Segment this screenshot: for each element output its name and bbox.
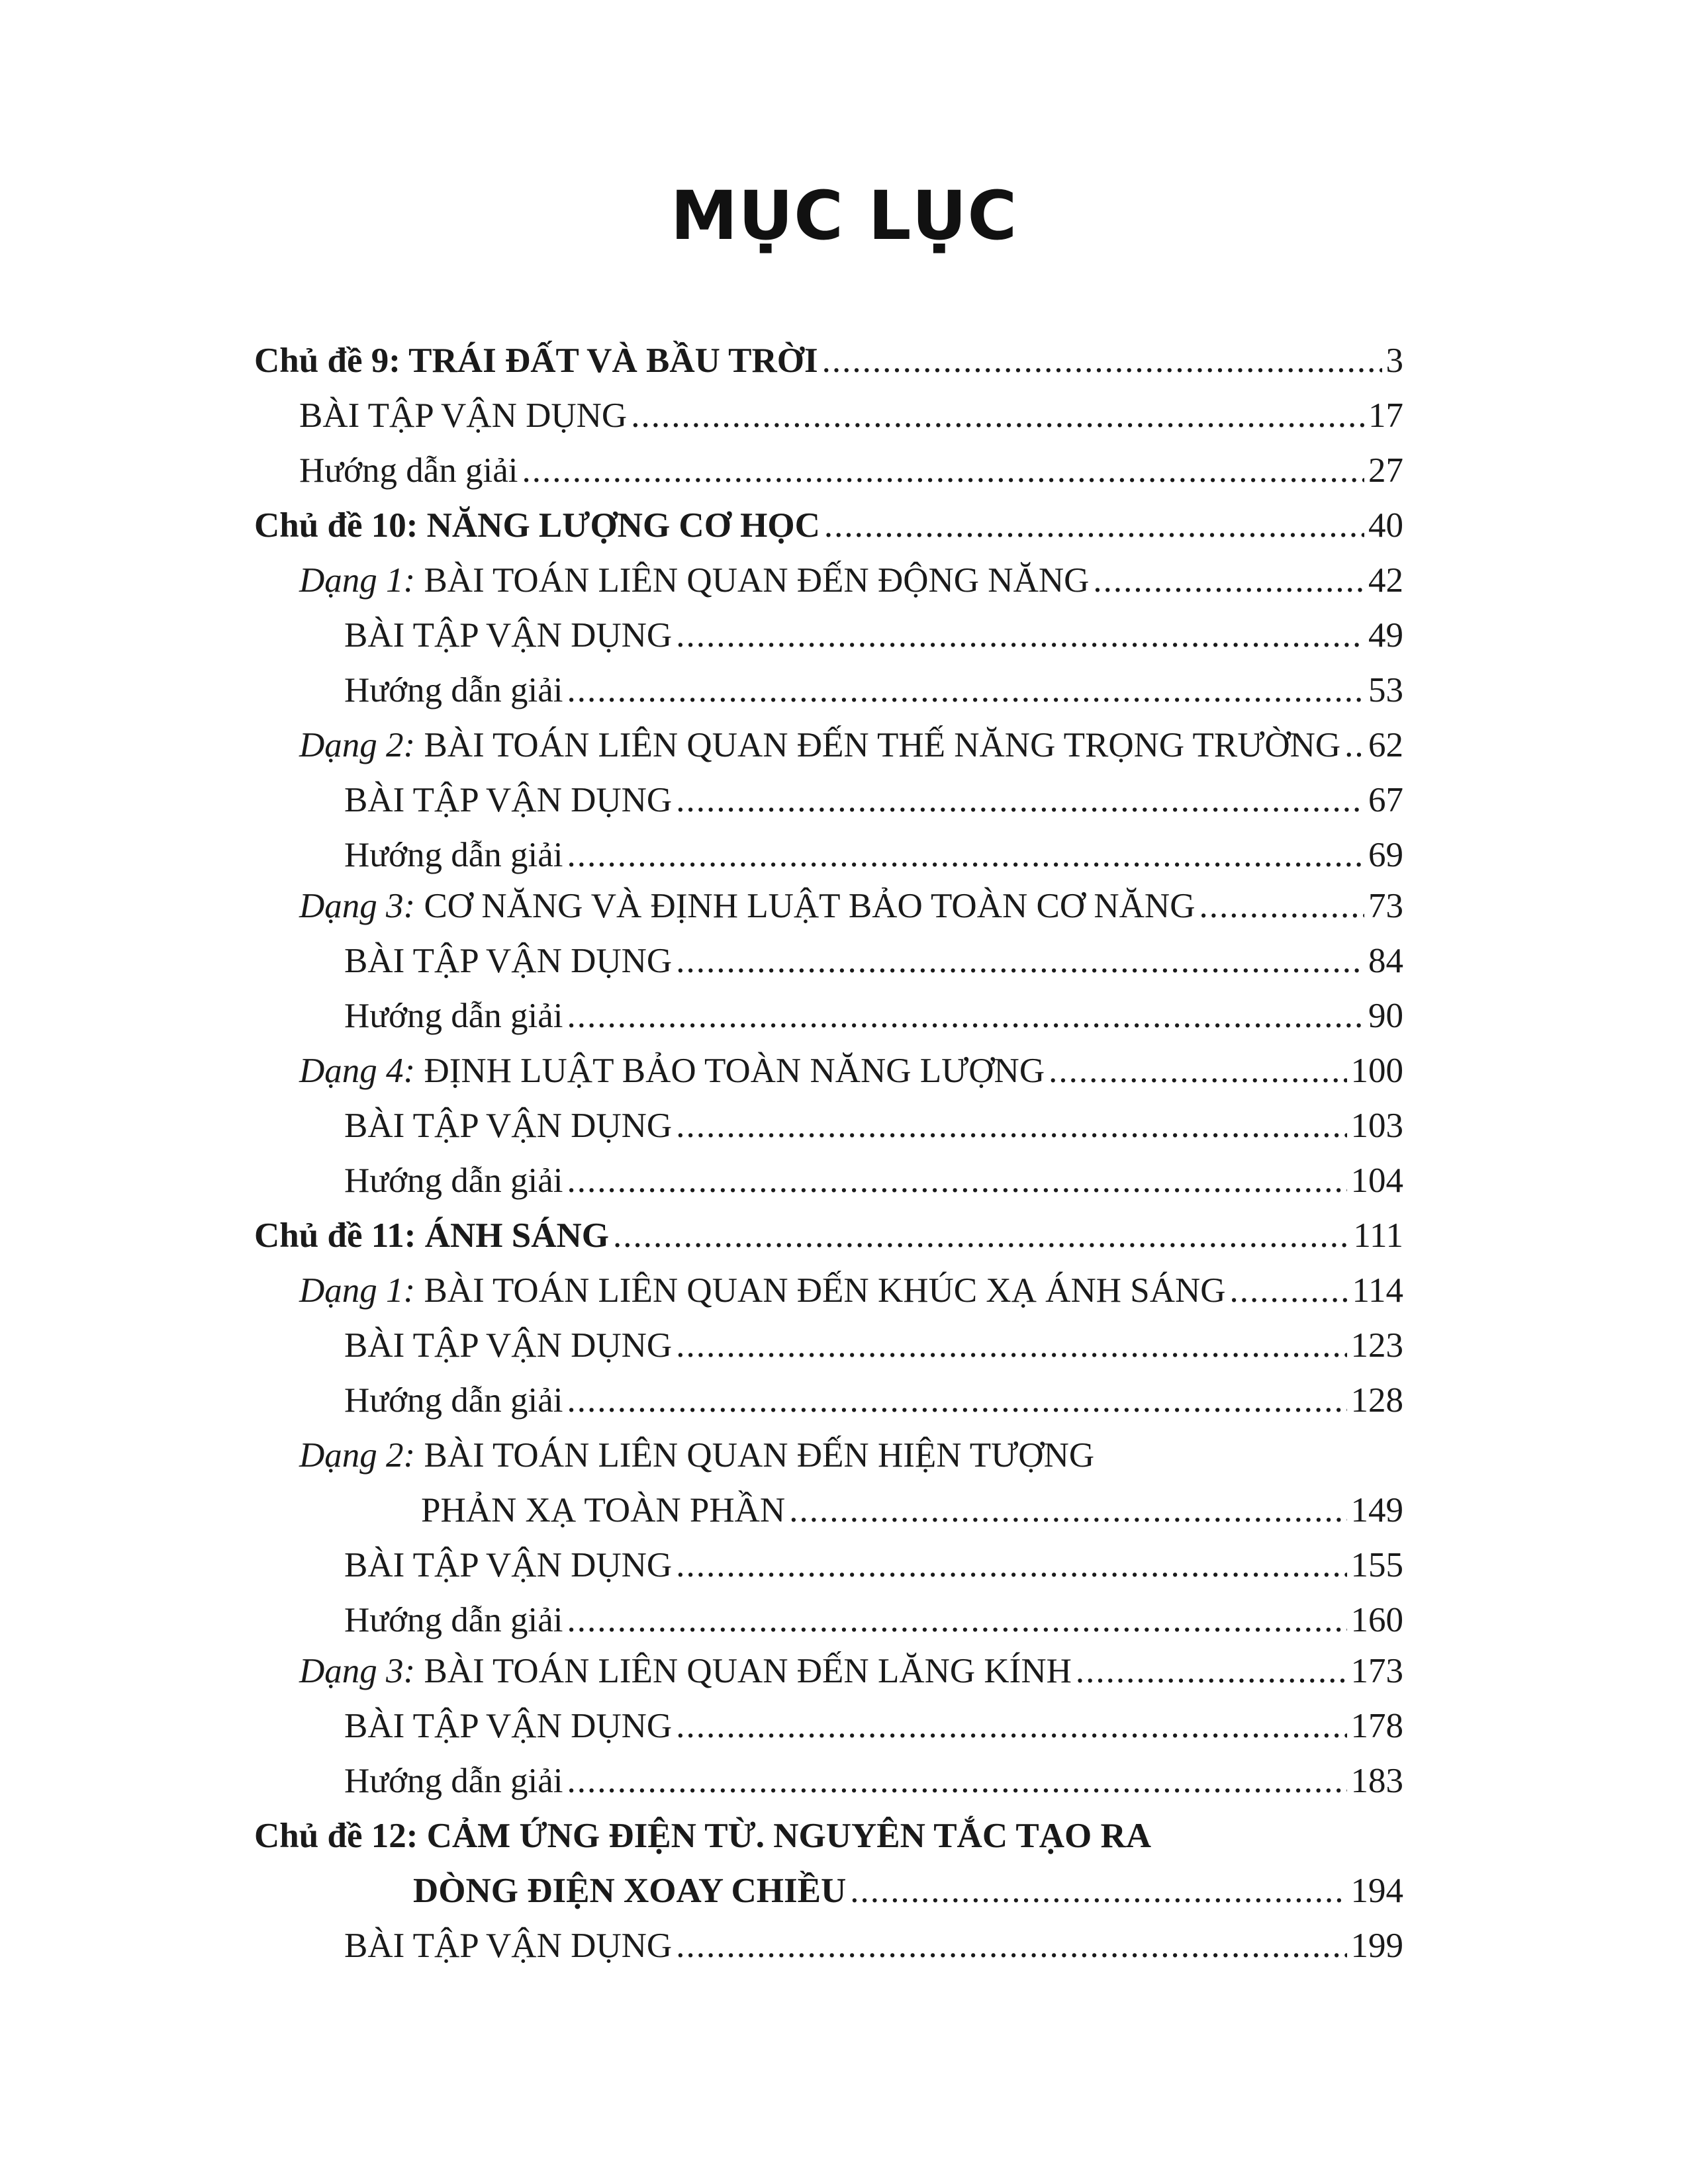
dot-leader [676,938,1364,984]
dang-prefix: Dạng 1: [299,1271,416,1310]
toc-page-number: 40 [1368,506,1403,545]
toc-entry[interactable] [344,1158,1403,1204]
toc-entry[interactable] [344,1377,1403,1424]
toc-page-number: 123 [1350,1326,1403,1365]
toc-entry-label: BÀI TOÁN LIÊN QUAN ĐẾN HIỆN TƯỢNG [424,1436,1095,1475]
toc-page-number: 128 [1350,1381,1403,1420]
dot-leader [567,832,1364,878]
toc-entry-label: BÀI TOÁN LIÊN QUAN ĐẾN THẾ NĂNG TRỌNG TRƯỜNG [424,726,1341,764]
toc-entry-label: BÀI TOÁN LIÊN QUAN ĐẾN KHÚC XẠ ÁNH SÁNG [424,1271,1226,1310]
toc-entry[interactable] [344,1542,1403,1588]
toc-page-number: 149 [1350,1491,1403,1529]
toc-page-number: 104 [1350,1161,1403,1200]
dot-leader [676,1542,1346,1588]
toc-page-number: 173 [1350,1652,1403,1690]
toc-entry[interactable] [344,1597,1403,1643]
toc-page-number: 73 [1368,887,1403,925]
toc-page-number: 199 [1350,1927,1403,1965]
dot-leader [613,1212,1349,1259]
toc-entry[interactable] [344,1103,1403,1149]
toc-entry-label: Hướng dẫn giải [344,1762,563,1800]
dot-leader [1199,883,1364,929]
dot-leader [824,502,1364,549]
toc-entry-chapter-11[interactable] [254,1212,1403,1259]
dot-leader [567,1758,1347,1804]
toc-entry-label: BÀI TẬP VẬN DỤNG [344,942,673,980]
toc-entry-dang[interactable] [299,883,1403,929]
dang-prefix: Dạng 2: [299,726,416,764]
toc-page-number: 178 [1350,1707,1403,1745]
toc-entry-label: BÀI TẬP VẬN DỤNG [299,396,628,435]
dot-leader [676,777,1364,823]
dot-leader [1230,1267,1348,1314]
toc-page-number: 17 [1368,396,1403,435]
toc-entry[interactable] [299,447,1403,494]
toc-page-number: 103 [1350,1107,1403,1145]
dot-leader [1344,722,1364,768]
toc-entry-label: BÀI TOÁN LIÊN QUAN ĐẾN LĂNG KÍNH [424,1652,1072,1690]
toc-entry-label: ĐỊNH LUẬT BẢO TOÀN NĂNG LƯỢNG [424,1052,1045,1090]
toc-page-number: 49 [1368,616,1403,655]
toc-page-number: 67 [1368,781,1403,819]
dang-prefix: Dạng 1: [299,561,416,600]
dang-prefix: Dạng 2: [299,1436,416,1475]
toc-entry-dang[interactable] [299,1648,1403,1694]
toc-entry-label: BÀI TẬP VẬN DỤNG [344,1546,673,1584]
toc-entry-label: DÒNG ĐIỆN XOAY CHIỀU [413,1872,847,1910]
toc-entry-label: Hướng dẫn giải [344,1381,563,1420]
dot-leader [1093,557,1364,604]
toc-entry-label: BÀI TẬP VẬN DỤNG [344,1107,673,1145]
toc-entry-label: Hướng dẫn giải [299,451,518,490]
toc-entry-label: Hướng dẫn giải [344,997,563,1035]
page-title: MỤC LỤC [670,177,1018,255]
dot-leader [567,667,1364,713]
dot-leader [850,1868,1346,1914]
dot-leader [822,338,1382,384]
toc-entry[interactable] [344,667,1403,713]
toc-entry-label: Chủ đề 10: NĂNG LƯỢNG CƠ HỌC [254,506,820,545]
toc-entry-label: Chủ đề 11: ÁNH SÁNG [254,1216,609,1255]
toc-entry-label: BÀI TẬP VẬN DỤNG [344,616,673,655]
toc-page-number: 27 [1368,451,1403,490]
toc-entry-label: CƠ NĂNG VÀ ĐỊNH LUẬT BẢO TOÀN CƠ NĂNG [424,887,1196,925]
toc-entry-dang-continuation[interactable] [421,1487,1403,1533]
toc-entry-label: BÀI TẬP VẬN DỤNG [344,1326,673,1365]
dot-leader [567,1158,1347,1204]
toc-page-number: 42 [1368,561,1403,600]
toc-entry-dang-first-line[interactable] [299,1432,1094,1479]
toc-entry-chapter-12-first-line[interactable] [254,1813,1151,1859]
dot-leader [1076,1648,1347,1694]
toc-entry-label: BÀI TẬP VẬN DỤNG [344,1927,673,1965]
dot-leader [789,1487,1346,1533]
toc-entry[interactable] [344,832,1403,878]
toc-page-number: 53 [1368,671,1403,709]
toc-page-number: 114 [1352,1271,1403,1310]
dot-leader [676,1923,1346,1969]
toc-page-number: 194 [1350,1872,1403,1910]
toc-entry-label: BÀI TẬP VẬN DỤNG [344,781,673,819]
toc-page-number: 155 [1350,1546,1403,1584]
dot-leader [676,1703,1346,1749]
dot-leader [522,447,1364,494]
dot-leader [631,392,1364,439]
toc-page-number: 111 [1353,1216,1403,1255]
toc-entry[interactable] [299,392,1403,439]
dot-leader [567,1597,1347,1643]
toc-entry-label: Hướng dẫn giải [344,836,563,874]
toc-entry-dang[interactable] [299,1048,1403,1094]
toc-entry-label: Hướng dẫn giải [344,671,563,709]
dang-prefix: Dạng 4: [299,1052,416,1090]
toc-page-number: 183 [1350,1762,1403,1800]
dang-prefix: Dạng 3: [299,1652,416,1690]
toc-entry-dang[interactable] [299,1267,1403,1314]
toc-page-number: 62 [1368,726,1403,764]
toc-entry-chapter-10[interactable] [254,502,1403,549]
toc-entry[interactable] [344,612,1403,659]
toc-entry-label: Chủ đề 9: TRÁI ĐẤT VÀ BẦU TRỜI [254,341,818,380]
toc-entry[interactable] [344,1923,1403,1969]
toc-page-number: 160 [1350,1601,1403,1639]
toc-page-number: 84 [1368,942,1403,980]
toc-entry[interactable] [344,1322,1403,1369]
toc-entry[interactable] [344,1758,1403,1804]
toc-entry-chapter-12-continuation[interactable] [413,1868,1403,1914]
toc-entry-label: PHẢN XẠ TOÀN PHẦN [421,1491,786,1529]
toc-entry-label: Chủ đề 12: CẢM ỨNG ĐIỆN TỪ. NGUYÊN TẮC TẠO RA [254,1817,1152,1855]
toc-entry-dang[interactable] [299,722,1403,768]
toc-entry[interactable] [344,777,1403,823]
toc-entry[interactable] [344,993,1403,1039]
toc-page-number: 3 [1385,341,1403,380]
dot-leader [1049,1048,1346,1094]
toc-entry-dang[interactable] [299,557,1403,604]
dot-leader [676,612,1364,659]
toc-page-number: 100 [1350,1052,1403,1090]
toc-entry-label: Hướng dẫn giải [344,1601,563,1639]
dot-leader [676,1322,1346,1369]
toc-entry-label: BÀI TOÁN LIÊN QUAN ĐẾN ĐỘNG NĂNG [424,561,1090,600]
toc-page-number: 69 [1368,836,1403,874]
dot-leader [567,1377,1347,1424]
toc-entry-label: Hướng dẫn giải [344,1161,563,1200]
toc-entry-chapter-9[interactable] [254,338,1403,384]
toc-entry-label: BÀI TẬP VẬN DỤNG [344,1707,673,1745]
dot-leader [567,993,1364,1039]
dang-prefix: Dạng 3: [299,887,416,925]
toc-page-number: 90 [1368,997,1403,1035]
toc-entry[interactable] [344,938,1403,984]
toc-entry[interactable] [344,1703,1403,1749]
dot-leader [676,1103,1346,1149]
